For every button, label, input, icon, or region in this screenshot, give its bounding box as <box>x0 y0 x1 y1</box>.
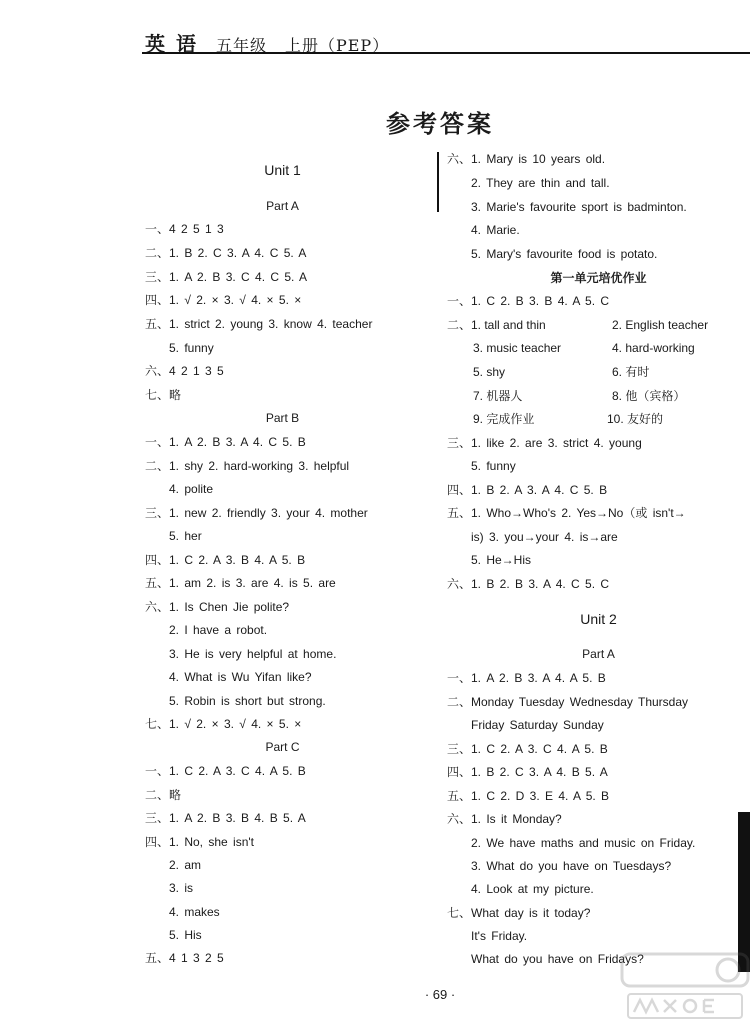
answer-line: 二、1. shy 2. hard-working 3. helpful <box>145 459 350 473</box>
answer-line: 3. Marie's favourite sport is badminton. <box>471 200 687 214</box>
answer-pair-right: 4. hard-working <box>612 341 695 355</box>
answer-line: 四、1. √ 2. × 3. √ 4. × 5. × <box>145 293 302 307</box>
answer-line: 一、1. A 2. B 3. A 4. C 5. B <box>145 435 306 449</box>
part-c-heading: Part C <box>265 740 300 754</box>
answer-line: 5. funny <box>471 459 516 473</box>
answer-line: 七、略 <box>145 388 182 402</box>
answer-line: 5. funny <box>169 341 214 355</box>
answer-line: 七、What day is it today? <box>447 906 591 920</box>
header-rule <box>142 52 750 54</box>
answer-line: 2. am <box>169 858 202 872</box>
answer-pair-right: 10. 友好的 <box>607 412 664 426</box>
answer-line: 5. Robin is short but strong. <box>169 694 326 708</box>
answer-line: 三、1. like 2. are 3. strict 4. young <box>447 436 642 450</box>
answer-line: It's Friday. <box>471 929 528 943</box>
answer-line: 三、1. A 2. B 3. B 4. B 5. A <box>145 811 306 825</box>
answer-line: 5. Mary's favourite food is potato. <box>471 247 658 261</box>
answer-line: 三、1. new 2. friendly 3. your 4. mother <box>145 506 368 520</box>
page-title: 参考答案 <box>386 110 494 138</box>
answer-line: 4. What is Wu Yifan like? <box>169 670 312 684</box>
answer-line: 2. We have maths and music on Friday. <box>471 836 696 850</box>
answer-pair-left: 7. 机器人 <box>473 389 523 403</box>
header-subject: 英 语 <box>145 32 198 56</box>
answer-line: 六、4 2 1 3 5 <box>145 364 224 378</box>
answer-pair-right: 8. 他（宾格） <box>612 389 686 403</box>
header-grade: 五年级 <box>215 36 267 55</box>
page-number: · 69 · <box>424 987 456 1002</box>
answer-line: 三、1. A 2. B 3. C 4. C 5. A <box>145 270 308 284</box>
answer-line: 5. He→His <box>471 553 532 567</box>
answer-line: is) 3. you→your 4. is→are <box>471 530 618 544</box>
unit-2-heading: Unit 2 <box>580 611 617 627</box>
page-edge-tab <box>738 812 750 972</box>
extra-practice-heading: 第一单元培优作业 <box>550 271 647 285</box>
answer-line: 二、Monday Tuesday Wednesday Thursday <box>447 695 689 709</box>
answer-line: 六、1. Is Chen Jie polite? <box>145 600 290 614</box>
answer-line: 四、1. C 2. A 3. B 4. A 5. B <box>145 553 306 567</box>
answer-pair-left: 3. music teacher <box>473 341 562 355</box>
part-a-heading: Part A <box>266 199 299 213</box>
answer-line: 2. They are thin and tall. <box>471 176 610 190</box>
answer-line: 七、1. √ 2. × 3. √ 4. × 5. × <box>145 717 302 731</box>
answer-line: 六、1. B 2. B 3. A 4. C 5. C <box>447 577 610 591</box>
answer-line: 五、1. strict 2. young 3. know 4. teacher <box>145 317 373 331</box>
answer-line: 五、4 1 3 2 5 <box>145 951 224 965</box>
unit-1-heading: Unit 1 <box>264 162 301 178</box>
answer-line: 四、1. B 2. C 3. A 4. B 5. A <box>447 765 608 779</box>
answer-line: 五、1. Who→Who's 2. Yes→No（或 isn't→ <box>447 506 686 520</box>
watermark-logo <box>620 950 750 1024</box>
answer-line: 5. her <box>169 529 202 543</box>
column-divider <box>437 152 439 212</box>
answer-line: 四、1. B 2. A 3. A 4. C 5. B <box>447 483 608 497</box>
header-volume: 上册（PEP） <box>284 36 390 55</box>
unit-2-part-a-heading: Part A <box>582 647 615 661</box>
answer-line: 三、1. C 2. A 3. C 4. A 5. B <box>447 742 608 756</box>
answer-line: 一、1. C 2. A 3. C 4. A 5. B <box>145 764 306 778</box>
part-b-heading: Part B <box>265 411 300 425</box>
answer-line: 5. His <box>169 928 202 942</box>
answer-line: 4. Look at my picture. <box>471 882 594 896</box>
answer-line: 二、1. B 2. C 3. A 4. C 5. A <box>145 246 307 260</box>
answer-line: 3. What do you have on Tuesdays? <box>471 859 672 873</box>
answer-line: Friday Saturday Sunday <box>471 718 604 732</box>
answer-line: 4. makes <box>169 905 220 919</box>
answer-line: 五、1. C 2. D 3. E 4. A 5. B <box>447 789 610 803</box>
answer-line: What do you have on Fridays? <box>471 952 644 966</box>
answer-pair-left: 9. 完成作业 <box>473 412 535 426</box>
answer-line: 一、1. C 2. B 3. B 4. A 5. C <box>447 294 610 308</box>
answer-line: 一、1. A 2. B 3. A 4. A 5. B <box>447 671 606 685</box>
answer-line: 4. polite <box>169 482 214 496</box>
answer-pair-right: 6. 有时 <box>612 365 650 379</box>
answer-line: 一、4 2 5 1 3 <box>145 222 224 236</box>
answer-line: 五、1. am 2. is 3. are 4. is 5. are <box>145 576 336 590</box>
answer-line: 六、1. Is it Monday? <box>447 812 562 826</box>
answer-pair-right: 2. English teacher <box>612 318 709 332</box>
answer-line: 3. He is very helpful at home. <box>169 647 337 661</box>
answer-line: 二、略 <box>145 788 182 802</box>
answer-pair-left: 5. shy <box>473 365 506 379</box>
answer-line: 六、1. Mary is 10 years old. <box>447 152 606 166</box>
answer-line: 4. Marie. <box>471 223 520 237</box>
answer-line: 四、1. No, she isn't <box>145 835 254 849</box>
answer-pair-left: 二、1. tall and thin <box>447 318 546 332</box>
answer-line: 3. is <box>169 881 194 895</box>
answer-line: 2. I have a robot. <box>169 623 268 637</box>
